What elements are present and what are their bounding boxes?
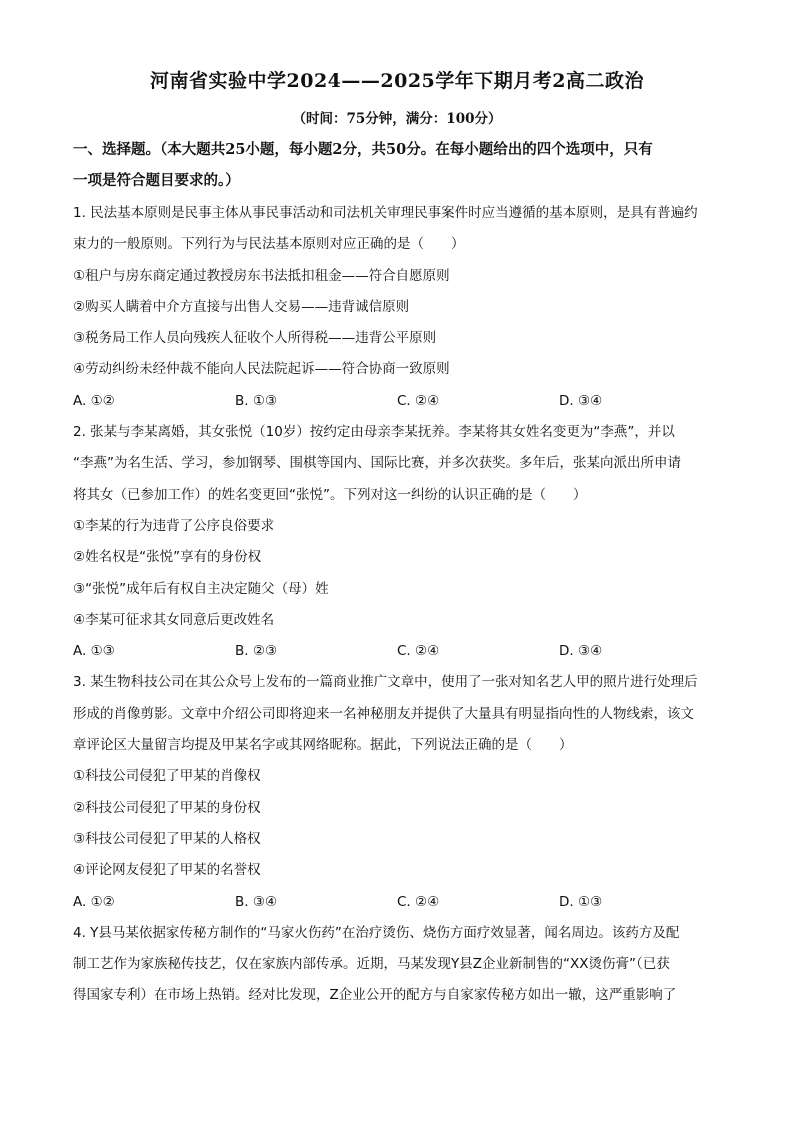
question-stem-line: 章评论区大量留言均提及甲某名字或其网络昵称。据此，下列说法正确的是（ ） <box>73 737 573 754</box>
answer-choices <box>73 887 723 918</box>
question-stem-line: 制工艺作为家族秘传技艺，仅在家族内部传承。近期，马某发现Y县Z企业新制售的“XX烫伤膏”（已获 <box>73 956 670 973</box>
question-stem-line: 将其女（已参加工作）的姓名变更回“张悦”。下列对这一纠纷的认识正确的是（ ） <box>73 486 587 503</box>
choice-c: C. ②④ <box>397 893 440 910</box>
question-statement: ①李某的行为违背了公序良俗要求 <box>73 517 275 534</box>
question-statement: ④李某可征求其女同意后更改姓名 <box>73 611 275 628</box>
question-statement: ④劳动纠纷未经仲裁不能向人民法院起诉——符合协商一致原则 <box>73 361 450 378</box>
question-stem-line: 2. 张某与李某离婚，其女张悦（10岁）按约定由母亲李某抚养。李某将其女姓名变更为“李燕”，并以 <box>73 424 675 441</box>
question-stem-line: 3. 某生物科技公司在其公众号上发布的一篇商业推广文章中，使用了一张对知名艺人甲的照片进行处理后 <box>73 674 698 691</box>
question-statement: ②姓名权是“张悦”享有的身份权 <box>73 549 262 566</box>
page-title: 河南省实验中学2024——2025学年下期月考2高二政治 <box>150 70 644 92</box>
choice-b: B. ③④ <box>235 893 278 910</box>
question-statement: ③税务局工作人员向残疾人征收个人所得税——违背公平原则 <box>73 330 437 347</box>
question-statement: ②购买人瞒着中介方直接与出售人交易——违背诚信原则 <box>73 298 410 315</box>
question-statement: ③“张悦”成年后有权自主决定随父（母）姓 <box>73 580 329 597</box>
answer-choices <box>73 636 723 667</box>
answer-choices <box>73 386 723 417</box>
question-statement: ②科技公司侵犯了甲某的身份权 <box>73 799 261 816</box>
choice-d: D. ①③ <box>559 893 603 910</box>
choice-b: B. ①③ <box>235 392 278 409</box>
choice-c: C. ②④ <box>397 643 440 660</box>
question-4 <box>73 918 723 1012</box>
question-stem-line: 得国家专利）在市场上热销。经对比发现，Z企业公开的配方与自家家传秘方如出一辙，这严重影响了 <box>73 987 677 1004</box>
question-stem-line: 4. Y县马某依据家传秘方制作的“马家火伤药”在治疗烫伤、烧伤方面疗效显著，闻名周边。该药方及配 <box>73 924 680 941</box>
question-statement: ①科技公司侵犯了甲某的肖像权 <box>73 768 261 785</box>
choice-d: D. ③④ <box>559 392 603 409</box>
question-statement: ③科技公司侵犯了甲某的人格权 <box>73 830 261 847</box>
question-stem-line: 束力的一般原则。下列行为与民法基本原则对应正确的是（ ） <box>73 236 465 253</box>
question-statement: ①租户与房东商定通过教授房东书法抵扣租金——符合自愿原则 <box>73 267 450 284</box>
question-stem-line: 1. 民法基本原则是民事主体从事民事活动和司法机关审理民事案件时应当遵循的基本原则，是具有普遍约 <box>73 205 698 221</box>
choice-a: A. ①② <box>73 392 115 409</box>
choice-b: B. ②③ <box>235 643 278 660</box>
section-heading-line: 一项是符合题目要求的。） <box>73 172 240 190</box>
choice-a: A. ①② <box>73 893 115 910</box>
choice-d: D. ③④ <box>559 643 603 660</box>
section-heading-line: 一、选择题。（本大题共25小题，每小题2分，共50分。在每小题给出的四个选项中，只有 <box>73 141 653 158</box>
question-statement: ④评论网友侵犯了甲某的名誉权 <box>73 862 261 879</box>
question-2 <box>73 417 723 667</box>
question-stem-line: 形成的肖像剪影。文章中介绍公司即将迎来一名神秘朋友并提供了大量具有明显指向性的人物线索，该文 <box>73 705 694 722</box>
question-1 <box>73 198 723 417</box>
page-subtitle: （时间：75分钟，满分：100分） <box>292 111 502 127</box>
question-stem-line: “李燕”为名生活、学习，参加钢琴、围棋等国内、国际比赛，并多次获奖。多年后，张某向派出所申请 <box>73 455 681 472</box>
choice-a: A. ①③ <box>73 643 115 660</box>
choice-c: C. ②④ <box>397 392 440 409</box>
question-3 <box>73 667 723 917</box>
questions-area <box>73 198 723 1012</box>
section-heading <box>73 134 733 197</box>
